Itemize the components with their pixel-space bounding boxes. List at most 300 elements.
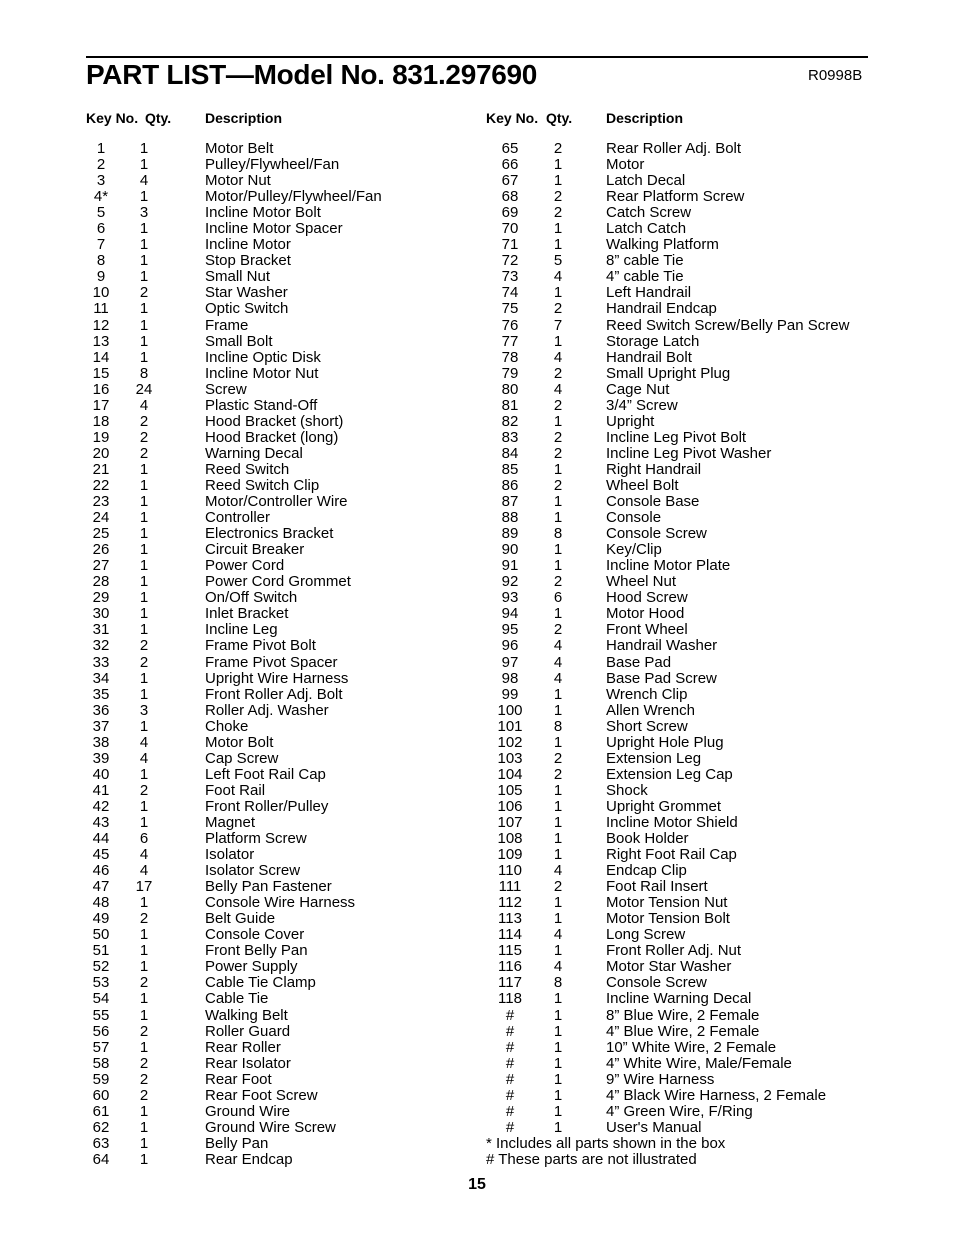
part-row <box>86 141 466 157</box>
part-quantity: 1 <box>553 797 563 815</box>
part-quantity: 1 <box>553 830 563 848</box>
part-key-number: 117 <box>498 974 522 992</box>
part-description: Upright <box>606 412 655 430</box>
part-quantity: 1 <box>139 958 149 976</box>
part-row <box>486 382 886 398</box>
part-description: 8” cable Tie <box>606 252 684 270</box>
part-key-number: 61 <box>92 1102 110 1120</box>
part-key-number: 6 <box>96 220 106 238</box>
part-key-number: 48 <box>92 894 110 912</box>
part-quantity: 2 <box>139 412 149 430</box>
part-description: Cable Tie Clamp <box>205 974 316 992</box>
part-quantity: 4 <box>553 862 563 880</box>
part-quantity: 1 <box>553 733 563 751</box>
part-row <box>486 959 886 975</box>
part-key-number: 28 <box>92 573 110 591</box>
part-description: Console <box>606 509 662 527</box>
part-row <box>486 687 886 703</box>
part-key-number: 26 <box>92 541 110 559</box>
part-quantity: 4 <box>139 862 149 880</box>
part-quantity: 2 <box>139 974 149 992</box>
part-quantity: 1 <box>139 685 149 703</box>
part-description: Walking Belt <box>205 1006 288 1024</box>
part-quantity: 1 <box>553 541 563 559</box>
part-description: Upright Wire Harness <box>205 669 349 687</box>
part-quantity: 4 <box>553 958 563 976</box>
part-key-number: 55 <box>92 1006 110 1024</box>
part-key-number: 22 <box>92 476 110 494</box>
part-key-number: 58 <box>92 1054 110 1072</box>
part-quantity: 8 <box>553 717 563 735</box>
part-key-number: 31 <box>92 621 110 639</box>
part-quantity: 1 <box>553 412 563 430</box>
part-key-number: 84 <box>501 444 519 462</box>
part-quantity: 1 <box>553 493 563 511</box>
part-row <box>486 799 886 815</box>
part-description: Handrail Endcap <box>606 300 717 318</box>
part-key-number: 21 <box>92 460 110 478</box>
part-row <box>486 334 886 350</box>
part-row <box>86 847 466 863</box>
part-row <box>486 655 886 671</box>
part-key-number: 45 <box>92 846 110 864</box>
part-row <box>486 991 886 1007</box>
part-quantity: 1 <box>139 589 149 607</box>
part-row <box>86 1104 466 1120</box>
part-key-number: 81 <box>501 396 519 414</box>
part-row <box>486 446 886 462</box>
part-quantity: 1 <box>553 1054 563 1072</box>
part-row <box>86 687 466 703</box>
part-key-number: 30 <box>92 605 110 623</box>
part-row <box>486 301 886 317</box>
part-quantity: 1 <box>553 284 563 302</box>
part-quantity: 1 <box>139 942 149 960</box>
part-row <box>486 398 886 414</box>
part-description: Rear Foot Screw <box>205 1086 318 1104</box>
part-description: Motor Hood <box>606 605 685 623</box>
part-row <box>486 831 886 847</box>
part-description: Incline Optic Disk <box>205 348 321 366</box>
part-row <box>486 157 886 173</box>
part-quantity: 2 <box>553 188 563 206</box>
part-description: Incline Leg <box>205 621 278 639</box>
part-row <box>86 655 466 671</box>
part-row <box>486 253 886 269</box>
part-row <box>86 285 466 301</box>
part-quantity: 1 <box>139 1006 149 1024</box>
part-description: Roller Guard <box>205 1022 291 1040</box>
part-row <box>86 189 466 205</box>
part-quantity: 1 <box>139 894 149 912</box>
part-quantity: 1 <box>139 717 149 735</box>
part-description: Ground Wire <box>205 1102 291 1120</box>
part-description: Hood Bracket (long) <box>205 428 339 446</box>
part-row <box>486 285 886 301</box>
part-description: Motor Bolt <box>205 733 274 751</box>
part-key-number: 86 <box>501 476 519 494</box>
part-quantity: 1 <box>139 1118 149 1136</box>
part-row <box>86 735 466 751</box>
part-row <box>86 638 466 654</box>
part-row <box>486 719 886 735</box>
part-description: Long Screw <box>606 926 686 944</box>
part-quantity: 1 <box>553 172 563 190</box>
part-description: Shock <box>606 781 648 799</box>
part-quantity: 1 <box>139 765 149 783</box>
part-key-number: 105 <box>497 781 523 799</box>
part-quantity: 1 <box>553 332 563 350</box>
part-row <box>86 318 466 334</box>
part-row <box>486 526 886 542</box>
part-key-number: 77 <box>501 332 519 350</box>
part-description: Incline Motor Nut <box>205 364 319 382</box>
part-key-number: # <box>505 1006 515 1024</box>
part-key-number: 5 <box>96 204 106 222</box>
part-key-number: 100 <box>497 701 523 719</box>
part-description: Front Roller Adj. Bolt <box>205 685 343 703</box>
document-code: R0998B <box>808 67 863 84</box>
part-description: Left Foot Rail Cap <box>205 765 326 783</box>
part-quantity: 4 <box>139 749 149 767</box>
part-key-number: 98 <box>501 669 519 687</box>
part-key-number: 92 <box>501 573 519 591</box>
part-description: 4” White Wire, Male/Female <box>606 1054 792 1072</box>
part-description: Cage Nut <box>606 380 670 398</box>
part-row <box>86 1072 466 1088</box>
part-quantity: 8 <box>139 364 149 382</box>
part-row <box>486 638 886 654</box>
part-description: Frame Pivot Spacer <box>205 653 338 671</box>
part-description: Motor/Pulley/Flywheel/Fan <box>205 188 382 206</box>
part-description: Power Cord Grommet <box>205 573 351 591</box>
part-description: Wrench Clip <box>606 685 688 703</box>
part-quantity: 1 <box>553 156 563 174</box>
part-quantity: 1 <box>139 990 149 1008</box>
part-description: Rear Isolator <box>205 1054 291 1072</box>
part-key-number: 63 <box>92 1134 110 1152</box>
part-quantity: 4 <box>553 926 563 944</box>
part-quantity: 1 <box>139 188 149 206</box>
part-quantity: 2 <box>139 428 149 446</box>
part-quantity: 2 <box>553 140 563 157</box>
part-description: Incline Motor Shield <box>606 813 738 831</box>
part-row <box>486 269 886 285</box>
part-quantity: 2 <box>553 300 563 318</box>
part-row <box>486 1120 886 1136</box>
part-key-number: 43 <box>92 813 110 831</box>
part-key-number: 29 <box>92 589 110 607</box>
part-description: Console Cover <box>205 926 305 944</box>
part-key-number: 115 <box>498 942 522 960</box>
part-row <box>86 911 466 927</box>
part-quantity: 1 <box>139 621 149 639</box>
part-quantity: 1 <box>553 220 563 238</box>
part-description: Motor <box>606 156 645 174</box>
part-key-number: 50 <box>92 926 110 944</box>
part-quantity: 4 <box>553 637 563 655</box>
part-quantity: 1 <box>553 846 563 864</box>
part-description: Motor Tension Bolt <box>606 910 730 928</box>
part-key-number: # <box>505 1022 515 1040</box>
part-description: Endcap Clip <box>606 862 687 880</box>
part-quantity: 1 <box>139 541 149 559</box>
part-key-number: 34 <box>92 669 110 687</box>
part-description: Walking Platform <box>606 236 719 254</box>
part-description: Front Belly Pan <box>205 942 308 960</box>
part-key-number: 59 <box>92 1070 110 1088</box>
page-title: PART LIST—Model No. 831.297690 <box>86 59 538 90</box>
part-key-number: # <box>505 1086 515 1104</box>
right-header-qty: Qty. <box>546 110 573 126</box>
part-description: Extension Leg <box>606 749 702 767</box>
part-quantity: 4 <box>553 380 563 398</box>
part-row <box>486 879 886 895</box>
part-quantity: 1 <box>553 781 563 799</box>
part-quantity: 4 <box>553 348 563 366</box>
part-row <box>86 494 466 510</box>
part-key-number: 52 <box>92 958 110 976</box>
part-quantity: 2 <box>139 637 149 655</box>
part-row <box>86 1040 466 1056</box>
part-description: Inlet Bracket <box>205 605 289 623</box>
part-key-number: 101 <box>497 717 523 735</box>
part-description: Rear Endcap <box>205 1150 293 1168</box>
part-row <box>86 382 466 398</box>
part-quantity: 7 <box>553 316 563 334</box>
part-description: Frame Pivot Bolt <box>205 637 316 655</box>
part-quantity: 2 <box>553 444 563 462</box>
part-row <box>486 671 886 687</box>
part-quantity: 2 <box>553 573 563 591</box>
part-quantity: 1 <box>139 236 149 254</box>
part-quantity: 4 <box>553 268 563 286</box>
part-quantity: 1 <box>553 685 563 703</box>
part-row <box>486 927 886 943</box>
part-key-number: 95 <box>501 621 519 639</box>
part-row <box>86 526 466 542</box>
part-quantity: 1 <box>139 1038 149 1056</box>
part-quantity: 4 <box>139 733 149 751</box>
part-description: Motor Belt <box>205 140 274 157</box>
part-description: Rear Platform Screw <box>606 188 745 206</box>
part-description: Motor Tension Nut <box>606 894 728 912</box>
part-key-number: 87 <box>501 493 519 511</box>
part-quantity: 8 <box>553 974 563 992</box>
part-row <box>486 751 886 767</box>
part-quantity: 1 <box>553 813 563 831</box>
part-description: Belly Pan Fastener <box>205 878 332 896</box>
part-row <box>486 414 886 430</box>
part-row <box>86 301 466 317</box>
part-quantity: 1 <box>139 573 149 591</box>
part-row <box>86 1024 466 1040</box>
part-row <box>486 590 886 606</box>
part-row <box>486 558 886 574</box>
part-description: Roller Adj. Washer <box>205 701 329 719</box>
part-quantity: 2 <box>553 396 563 414</box>
part-row <box>86 430 466 446</box>
part-quantity: 1 <box>139 476 149 494</box>
part-description: Handrail Washer <box>606 637 718 655</box>
page-number: 15 <box>468 1176 486 1193</box>
part-description: Motor/Controller Wire <box>205 493 348 511</box>
part-description: Upright Hole Plug <box>606 733 724 751</box>
part-quantity: 4 <box>553 653 563 671</box>
part-description: Isolator <box>205 846 255 864</box>
part-row <box>486 975 886 991</box>
part-quantity: 6 <box>139 830 149 848</box>
part-row <box>86 542 466 558</box>
part-key-number: 75 <box>501 300 519 318</box>
part-description: Power Supply <box>205 958 298 976</box>
part-description: Incline Leg Pivot Bolt <box>606 428 747 446</box>
part-key-number: 64 <box>92 1150 110 1168</box>
part-description: Cable Tie <box>205 990 269 1008</box>
part-key-number: 71 <box>501 236 519 254</box>
part-key-number: 65 <box>501 140 519 157</box>
part-description: Handrail Bolt <box>606 348 692 366</box>
part-quantity: 1 <box>139 605 149 623</box>
part-row <box>486 1104 886 1120</box>
part-row <box>486 1056 886 1072</box>
part-key-number: 118 <box>498 990 522 1008</box>
part-key-number: # <box>505 1070 515 1088</box>
part-key-number: 73 <box>501 268 519 286</box>
part-key-number: 88 <box>501 509 519 527</box>
part-quantity: 1 <box>139 332 149 350</box>
part-quantity: 1 <box>139 156 149 174</box>
part-key-number: 57 <box>92 1038 110 1056</box>
part-description: Star Washer <box>205 284 288 302</box>
part-key-number: 14 <box>92 348 110 366</box>
part-key-number: 74 <box>501 284 519 302</box>
part-row <box>486 430 886 446</box>
left-header-description: Description <box>205 110 283 126</box>
part-description: Pulley/Flywheel/Fan <box>205 156 340 174</box>
part-description: Storage Latch <box>606 332 700 350</box>
part-row <box>86 1088 466 1104</box>
part-quantity: 1 <box>553 910 563 928</box>
part-quantity: 4 <box>139 846 149 864</box>
part-quantity: 2 <box>553 364 563 382</box>
part-row <box>86 205 466 221</box>
part-description: User's Manual <box>606 1118 702 1136</box>
part-quantity: 2 <box>139 444 149 462</box>
part-row <box>486 863 886 879</box>
part-key-number: 38 <box>92 733 110 751</box>
part-description: Power Cord <box>205 557 285 575</box>
part-row <box>86 879 466 895</box>
part-quantity: 1 <box>553 557 563 575</box>
part-row <box>486 173 886 189</box>
part-description: 4” Black Wire Harness, 2 Female <box>606 1086 827 1104</box>
footnote: * Includes all parts shown in the box <box>486 1134 726 1152</box>
part-row <box>86 462 466 478</box>
part-quantity: 2 <box>139 1022 149 1040</box>
part-row <box>86 574 466 590</box>
part-description: Reed Switch Screw/Belly Pan Screw <box>606 316 850 334</box>
part-description: Circuit Breaker <box>205 541 305 559</box>
part-quantity: 1 <box>553 1086 563 1104</box>
part-description: 4” Blue Wire, 2 Female <box>606 1022 760 1040</box>
part-quantity: 1 <box>139 525 149 543</box>
part-quantity: 2 <box>139 653 149 671</box>
part-description: Front Roller Adj. Nut <box>606 942 742 960</box>
part-key-number: 27 <box>92 557 110 575</box>
part-key-number: 97 <box>501 653 519 671</box>
part-quantity: 1 <box>553 509 563 527</box>
part-row <box>486 622 886 638</box>
part-key-number: 46 <box>92 862 110 880</box>
part-row <box>486 1008 886 1024</box>
part-quantity: 1 <box>139 316 149 334</box>
part-description: Left Handrail <box>606 284 692 302</box>
part-row <box>86 783 466 799</box>
part-row <box>486 703 886 719</box>
part-key-number: 82 <box>501 412 519 430</box>
part-description: Front Wheel <box>606 621 688 639</box>
part-key-number: 20 <box>92 444 110 462</box>
part-description: Optic Switch <box>205 300 289 318</box>
part-quantity: 1 <box>139 1150 149 1168</box>
part-description: Foot Rail Insert <box>606 878 708 896</box>
part-description: Rear Foot <box>205 1070 272 1088</box>
right-header-key: Key No. <box>486 110 539 126</box>
part-row <box>86 959 466 975</box>
part-description: Incline Motor Spacer <box>205 220 343 238</box>
part-description: Console Wire Harness <box>205 894 356 912</box>
part-key-number: 90 <box>501 541 519 559</box>
part-key-number: 25 <box>92 525 110 543</box>
part-description: Incline Warning Decal <box>606 990 752 1008</box>
part-description: Right Handrail <box>606 460 702 478</box>
part-quantity: 4 <box>139 396 149 414</box>
part-description: 4” cable Tie <box>606 268 684 286</box>
part-description: 4” Green Wire, F/Ring <box>606 1102 753 1120</box>
part-row <box>486 783 886 799</box>
part-key-number: 89 <box>501 525 519 543</box>
part-key-number: 93 <box>501 589 519 607</box>
part-row <box>486 318 886 334</box>
part-description: Screw <box>205 380 247 398</box>
part-row <box>86 1152 466 1168</box>
part-key-number: 80 <box>501 380 519 398</box>
part-description: Rear Roller <box>205 1038 281 1056</box>
part-key-number: 69 <box>501 204 519 222</box>
part-key-number: 47 <box>92 878 110 896</box>
part-key-number: 13 <box>92 332 110 350</box>
part-description: Book Holder <box>606 830 689 848</box>
part-key-number: 60 <box>92 1086 110 1104</box>
part-row <box>86 927 466 943</box>
part-row <box>486 943 886 959</box>
part-quantity: 1 <box>139 926 149 944</box>
part-row <box>86 767 466 783</box>
part-quantity: 1 <box>139 797 149 815</box>
part-key-number: 39 <box>92 749 110 767</box>
part-row <box>486 606 886 622</box>
part-key-number: 33 <box>92 653 110 671</box>
part-quantity: 5 <box>553 252 563 270</box>
part-key-number: 70 <box>501 220 519 238</box>
left-header-key: Key No. <box>86 110 139 126</box>
part-description: Incline Motor Plate <box>606 557 731 575</box>
part-quantity: 8 <box>553 525 563 543</box>
part-description: Rear Roller Adj. Bolt <box>606 140 742 157</box>
part-description: Hood Bracket (short) <box>205 412 344 430</box>
part-key-number: 96 <box>501 637 519 655</box>
